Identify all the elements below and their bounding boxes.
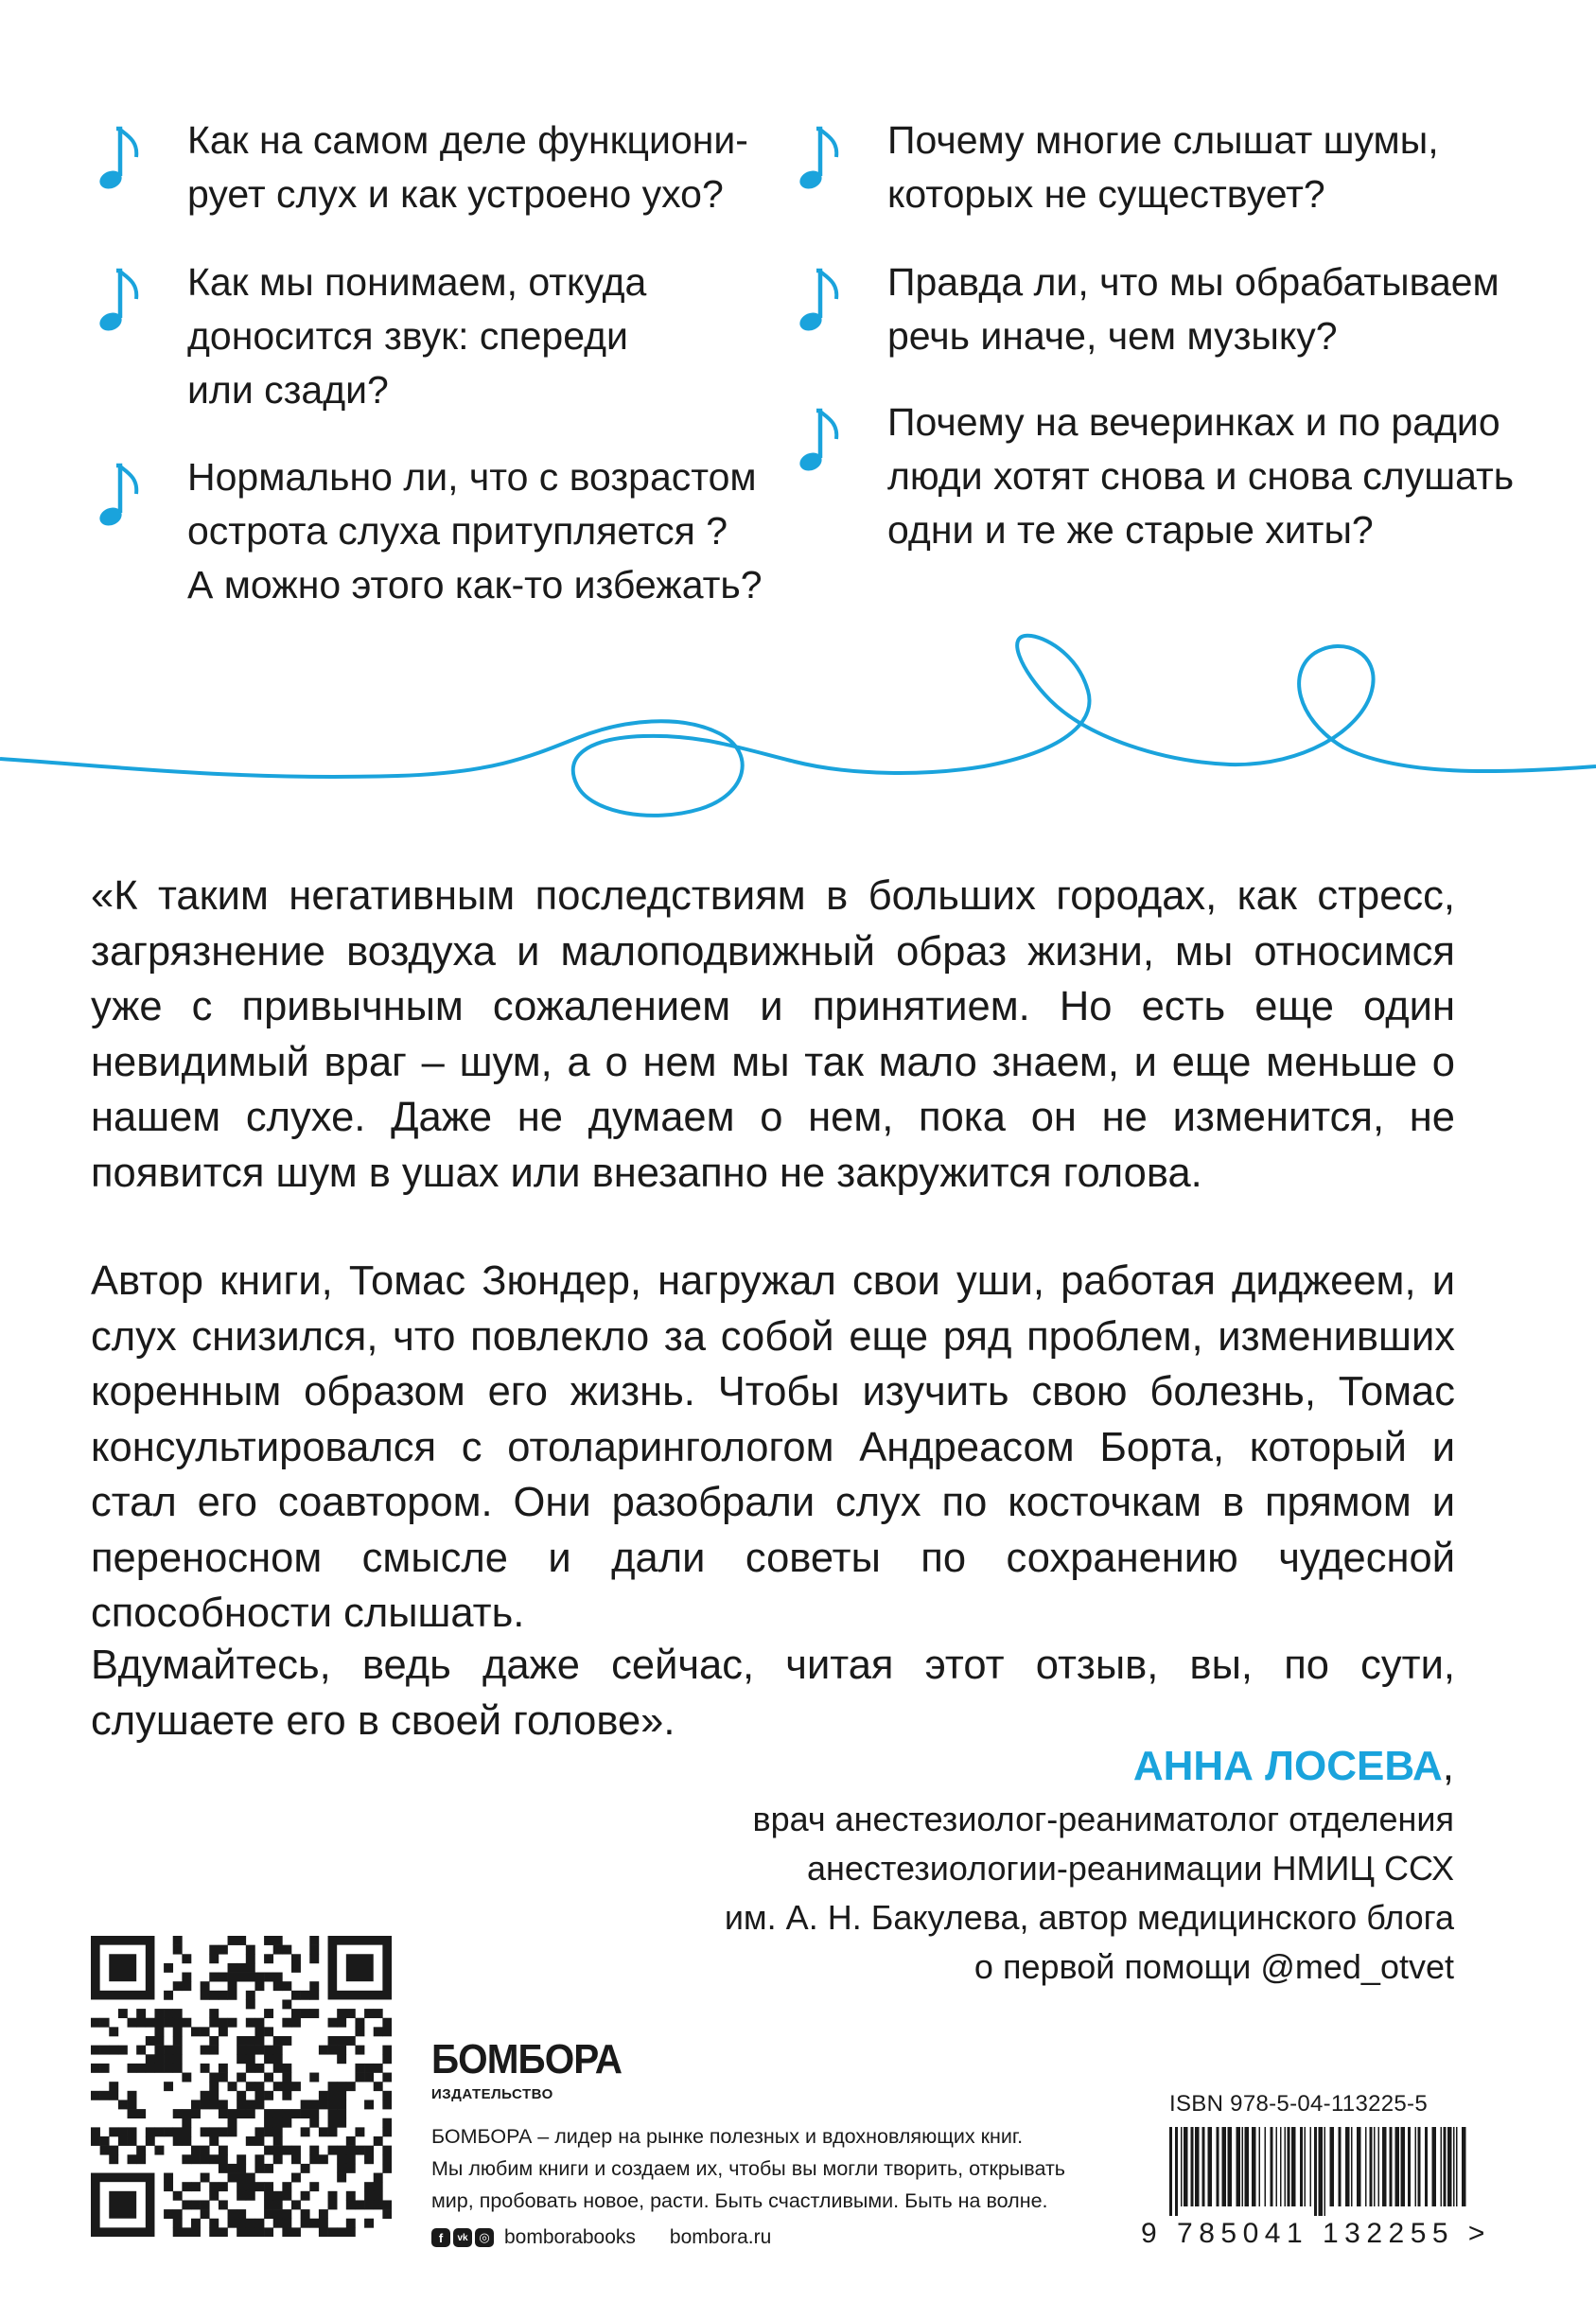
barcode-digits: 9 785041 132255 > [1141,2218,1491,2249]
music-note-icon [91,121,148,197]
author-name-comma: , [1442,1743,1454,1789]
review-paragraph-2: Автор книги, Томас Зюндер, нагружал свои уши, работая диджеем, и слух снизился, что повлекло за собой еще ряд проблем, изменивших коренным образом его жизнь. Чтобы изучить свою болезнь, Томас консультировался с отоларингологом Андреасом Борта, который и стал его соавтором. Они разобрали слух по косточкам в прямом и переносном смысле и дали советы по сохранению чудесной способности слышать. [91,1258,1455,1636]
review-author-bio: врач анестезиолог-реаниматолог отделения анестезиологии-реанимации НМИЦ ССХ им. А. Н. Бакулева, автор медицинского блога о первой помощи @med_otvet [724,1800,1454,1986]
isbn-label: ISBN 978-5-04-113225-5 [1169,2091,1428,2117]
question-right-1 [791,114,1439,221]
sound-wave-decoration [0,615,1596,842]
publisher-description: БОМБОРА – лидер на рынке полезных и вдохновляющих книг. Мы любим книги и создаем их, чтобы вы могли творить, открывать мир, пробовать новое, расти. Быть счастливыми. Быть на волне. [431,2125,1065,2212]
instagram-icon[interactable]: ◎ [475,2228,494,2247]
author-name-text: АННА ЛОСЕВА [1132,1743,1443,1789]
music-note-icon [791,263,848,339]
review-author-name [1133,1743,1454,1790]
facebook-icon[interactable]: f [431,2228,450,2247]
question-text: Как мы понимаем, откуда доносится звук: спереди или сзади? [187,260,647,412]
music-note-icon [91,263,148,339]
question-left-1 [91,114,748,221]
vk-icon[interactable]: vk [453,2228,472,2247]
review-paragraph-1: «К таким негативным последствиям в больших городах, как стресс, загрязнение воздуха и малоподвижный образ жизни, мы относимся уже с привычным сожалением и принятием. Но есть еще один невидимый враг – шум, а о нем мы так мало знаем, и еще меньше о нашем слухе. Даже не думаем о нем, пока он не изменится, не появится шум в ушах или внезапно не закружится голова. [91,873,1455,1196]
question-right-2 [791,255,1500,363]
music-note-icon [91,458,148,534]
question-text: Почему многие слышат шумы, которых не существует? [887,118,1439,216]
publisher-logo-subtitle: ИЗДАТЕЛЬСТВО [431,2086,553,2102]
question-left-3 [91,450,763,612]
social-handle[interactable]: bomborabooks [504,2226,636,2248]
question-text: Почему на вечеринках и по радио люди хотят снова и снова слушать одни и те же старые хиты? [887,400,1515,552]
qr-code [91,1936,392,2237]
music-note-icon [791,403,848,479]
question-text: Правда ли, что мы обрабатываем речь иначе, чем музыку? [887,260,1500,358]
question-text: Как на самом деле функциони- рует слух и как устроено ухо? [187,118,748,216]
question-left-2 [91,255,646,417]
isbn-barcode [1169,2127,1478,2216]
publisher-social-links [431,2226,771,2249]
question-text: Нормально ли, что с возрастом острота слуха притупляется ? А можно этого как-то избежать? [187,455,763,606]
review-paragraph-3: Вдумайтесь, ведь даже сейчас, читая этот отзыв, вы, по сути, слушаете его в своей голове». [91,1643,1455,1744]
publisher-logo-text: БОМБОРА [431,2036,623,2082]
publisher-website[interactable]: bombora.ru [669,2226,772,2248]
question-right-3 [791,395,1514,557]
music-note-icon [791,121,848,197]
publisher-logo [431,2036,639,2102]
